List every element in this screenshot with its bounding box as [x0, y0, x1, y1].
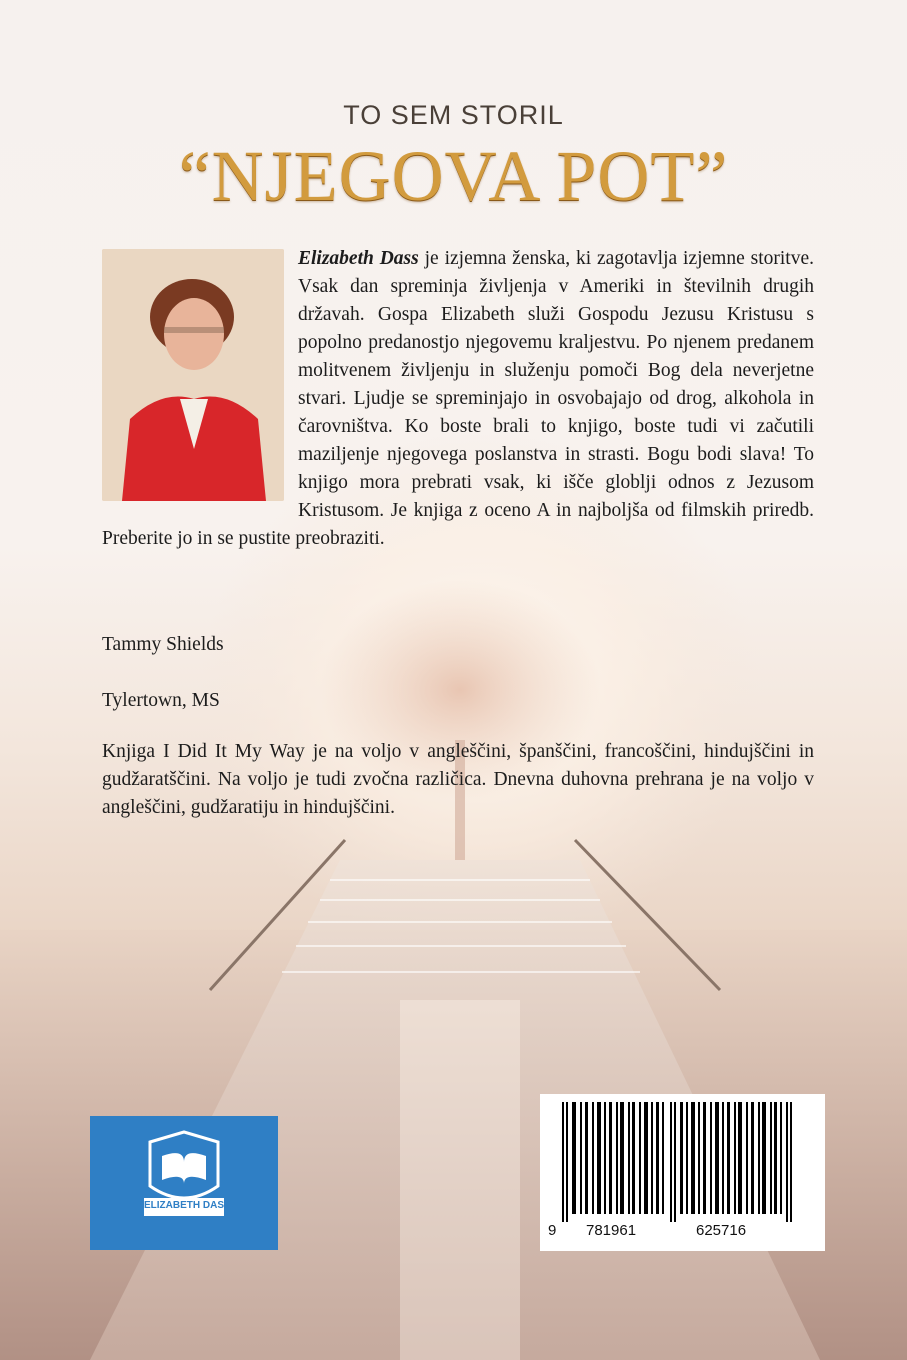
book-subtitle: TO SEM STORIL: [343, 100, 564, 130]
isbn-digit-first: 9: [548, 1222, 557, 1239]
publisher-logo-label: ELIZABETH DAS: [144, 1200, 224, 1211]
endorser-name: Tammy Shields: [102, 634, 224, 655]
isbn-digits: [540, 1222, 825, 1244]
book-crest-icon: [90, 1116, 278, 1250]
barcode-bars: [540, 1094, 825, 1222]
book-title: “NJEGOVA POT”: [178, 136, 729, 216]
blurb-text: je izjemna ženska, ki zagotavlja izjemne storitve. Vsak dan spreminja življenja v Ameriki in številnih drugih državah. Gospa Elizabeth služi Gospodu Jezusu Kristusu s popolno predanostjo njegovemu kraljestvu. Po njenem predanem molitvenem življenju in služenju pomoči Bog dela neverjetne stvari. Ljudje se spreminjajo in osvobajajo od drog, alkohola in čarovništva. Ko boste brali to knjigo, boste tudi vi začutili maziljenje njegovega poslanstva in strasti. Bogu bodi slava! To knjigo mora prebrati vsak, ki išče globlji odnos z Jezusom Kristusom. Je knjiga z oceno A in najboljša od filmskih priredb. Preberite jo in se pustite preobraziti.: [102, 248, 814, 549]
blurb: [102, 245, 814, 553]
isbn-digit-group2: 625716: [696, 1222, 747, 1239]
isbn-barcode: [540, 1094, 825, 1251]
publisher-logo: [90, 1116, 278, 1250]
endorser-location: Tylertown, MS: [102, 690, 220, 711]
author-name: Elizabeth Dass: [298, 248, 419, 269]
isbn-digit-group1: 781961: [586, 1222, 637, 1239]
availability-text: Knjiga I Did It My Way je na voljo v angleščini, španščini, francoščini, hindujščini in gudžaratščini. Na voljo je tudi zvočna različica. Dnevna duhovna prehrana je na voljo v angleščini, gudžaratiju in hindujščini.: [102, 741, 814, 818]
author-photo: [102, 249, 284, 501]
water-reflection: [400, 1000, 520, 1360]
